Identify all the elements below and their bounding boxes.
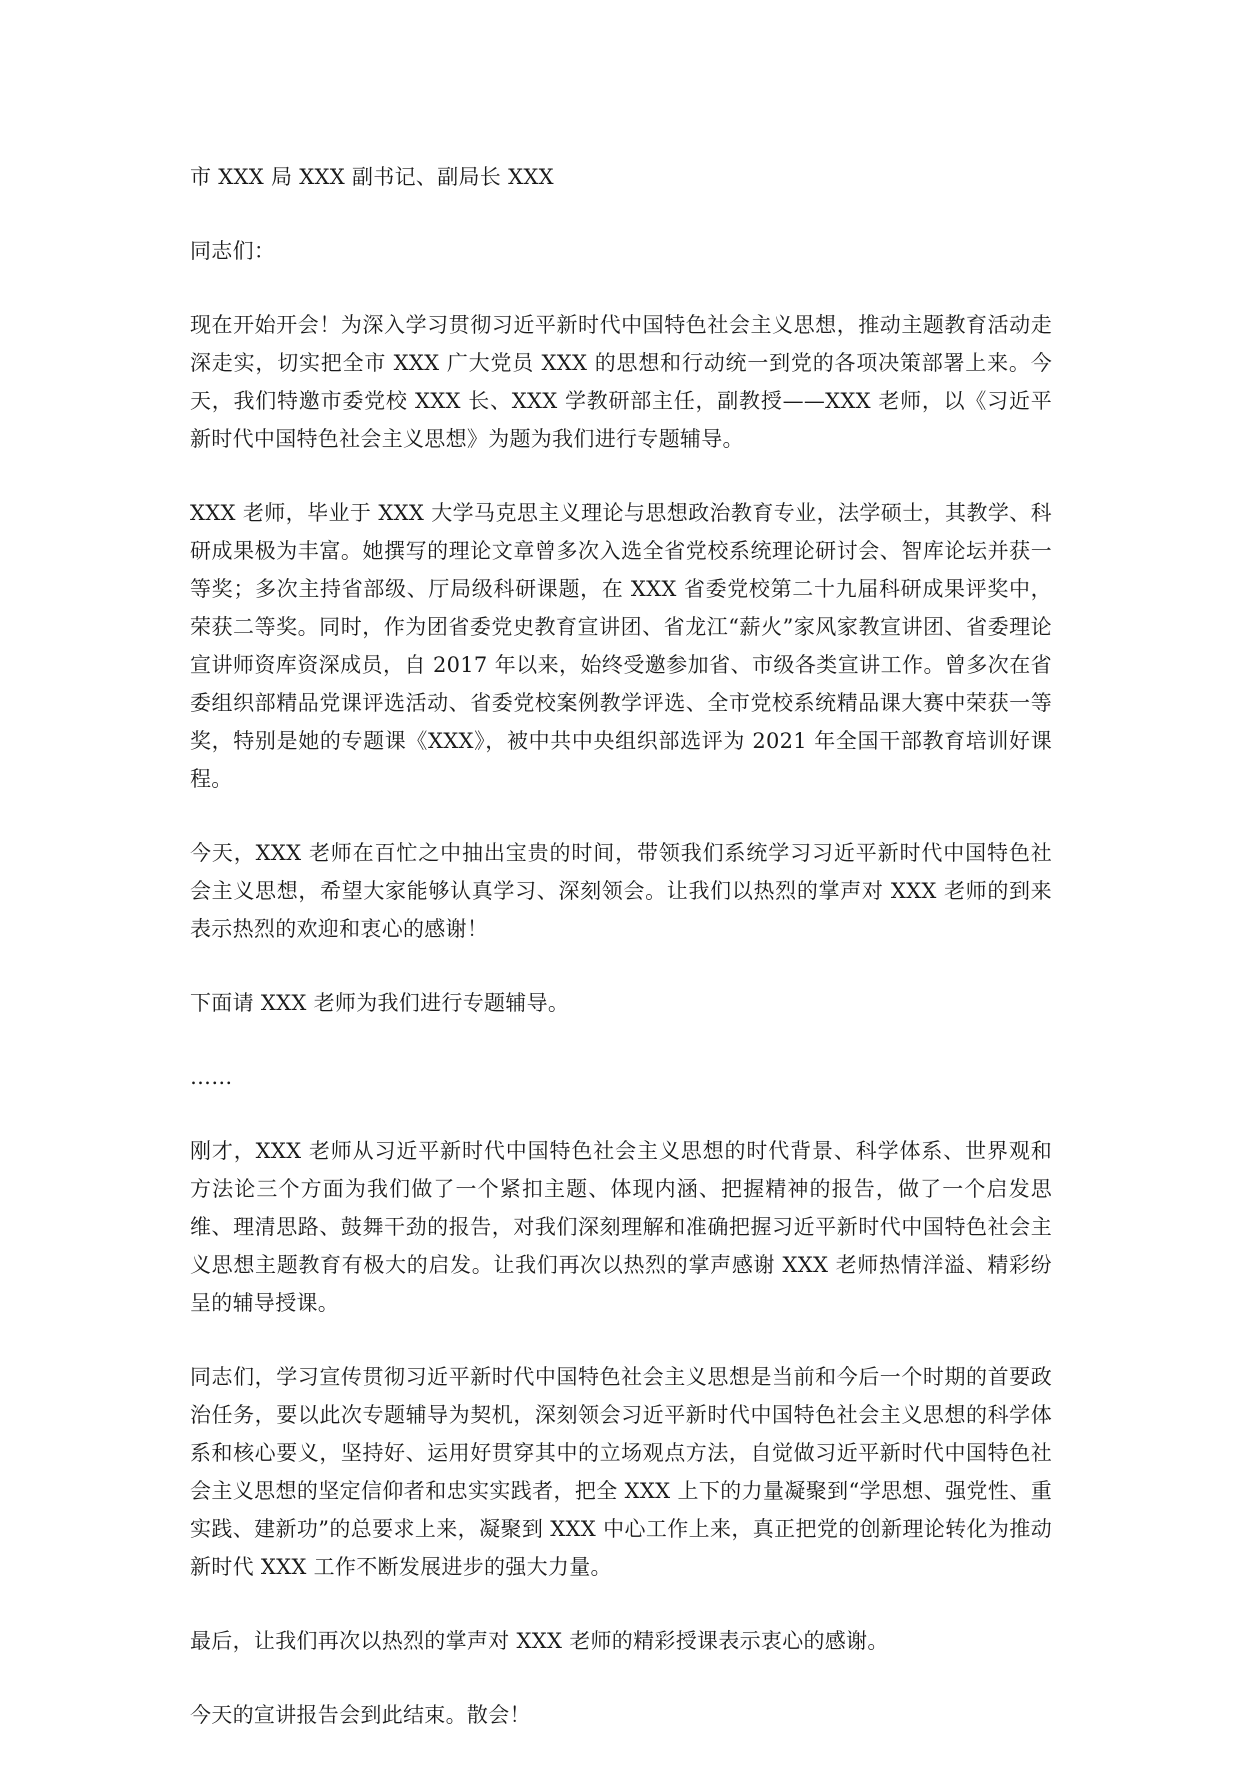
paragraph-invitation: 下面请 XXX 老师为我们进行专题辅导。 xyxy=(190,991,570,1015)
paragraph-thanks: 最后，让我们再次以热烈的掌声对 XXX 老师的精彩授课表示衷心的感谢。 xyxy=(190,1629,889,1653)
paragraph-welcome: 今天，XXX 老师在百忙之中抽出宝贵的时间，带领我们系统学习习近平新时代中国特色社会主义思想，希望大家能够认真学习、深刻领会。让我们以热烈的掌声对 XXX 老师的到来表示热烈的欢迎和衷心的感谢！ xyxy=(190,841,1052,941)
paragraph-speaker-bio: XXX 老师，毕业于 XXX 大学马克思主义理论与思想政治教育专业，法学硕士，其教学、科研成果极为丰富。她撰写的理论文章曾多次入选全省党校系统理论研讨会、智库论坛并获一等奖；多次主持省部级、厅局级科研课题，在 XXX 省委党校第二十九届科研成果评奖中，荣获二等奖。同时，作为团省委党史教育宣讲团、省龙江“薪火”家风家教宣讲团、省委理论宣讲师资库资深成员，自 2017 年以来，始终受邀参加省、市级各类宣讲工作。曾多次在省委组织部精品党课评选活动、省委党校案例教学评选、全市党校系统精品课大赛中荣获一等奖，特别是她的专题课《XXX》，被中共中央组织部选评为 2021 年全国干部教育培训好课程。 xyxy=(190,501,1052,791)
author-line: 市 XXX 局 XXX 副书记、副局长 XXX xyxy=(190,165,554,189)
paragraph-opening: 现在开始开会！为深入学习贯彻习近平新时代中国特色社会主义思想，推动主题教育活动走深走实，切实把全市 XXX 广大党员 XXX 的思想和行动统一到党的各项决策部署上来。今天，我们特邀市委党校 XXX 长、XXX 学教研部主任，副教授——XXX 老师，以《习近平新时代中国特色社会主义思想》为题为我们进行专题辅导。 xyxy=(190,313,1052,451)
paragraph-ellipsis: …… xyxy=(190,1065,233,1089)
paragraph-requirements: 同志们，学习宣传贯彻习近平新时代中国特色社会主义思想是当前和今后一个时期的首要政治任务，要以此次专题辅导为契机，深刻领会习近平新时代中国特色社会主义思想的科学体系和核心要义，坚持好、运用好贯穿其中的立场观点方法，自觉做习近平新时代中国特色社会主义思想的坚定信仰者和忠实实践者，把全 XXX 上下的力量凝聚到“学思想、强党性、重实践、建新功”的总要求上来，凝聚到 XXX 中心工作上来，真正把党的创新理论转化为推动新时代 XXX 工作不断发展进步的强大力量。 xyxy=(190,1365,1052,1579)
document-body xyxy=(190,158,1052,1770)
paragraph-summary: 刚才，XXX 老师从习近平新时代中国特色社会主义思想的时代背景、科学体系、世界观和方法论三个方面为我们做了一个紧扣主题、体现内涵、把握精神的报告，做了一个启发思维、理清思路、鼓舞干劲的报告，对我们深刻理解和准确把握习近平新时代中国特色社会主义思想主题教育有极大的启发。让我们再次以热烈的掌声感谢 XXX 老师热情洋溢、精彩纷呈的辅导授课。 xyxy=(190,1139,1052,1315)
paragraph-closing: 今天的宣讲报告会到此结束。散会！ xyxy=(190,1703,531,1727)
salutation: 同志们： xyxy=(190,239,276,263)
